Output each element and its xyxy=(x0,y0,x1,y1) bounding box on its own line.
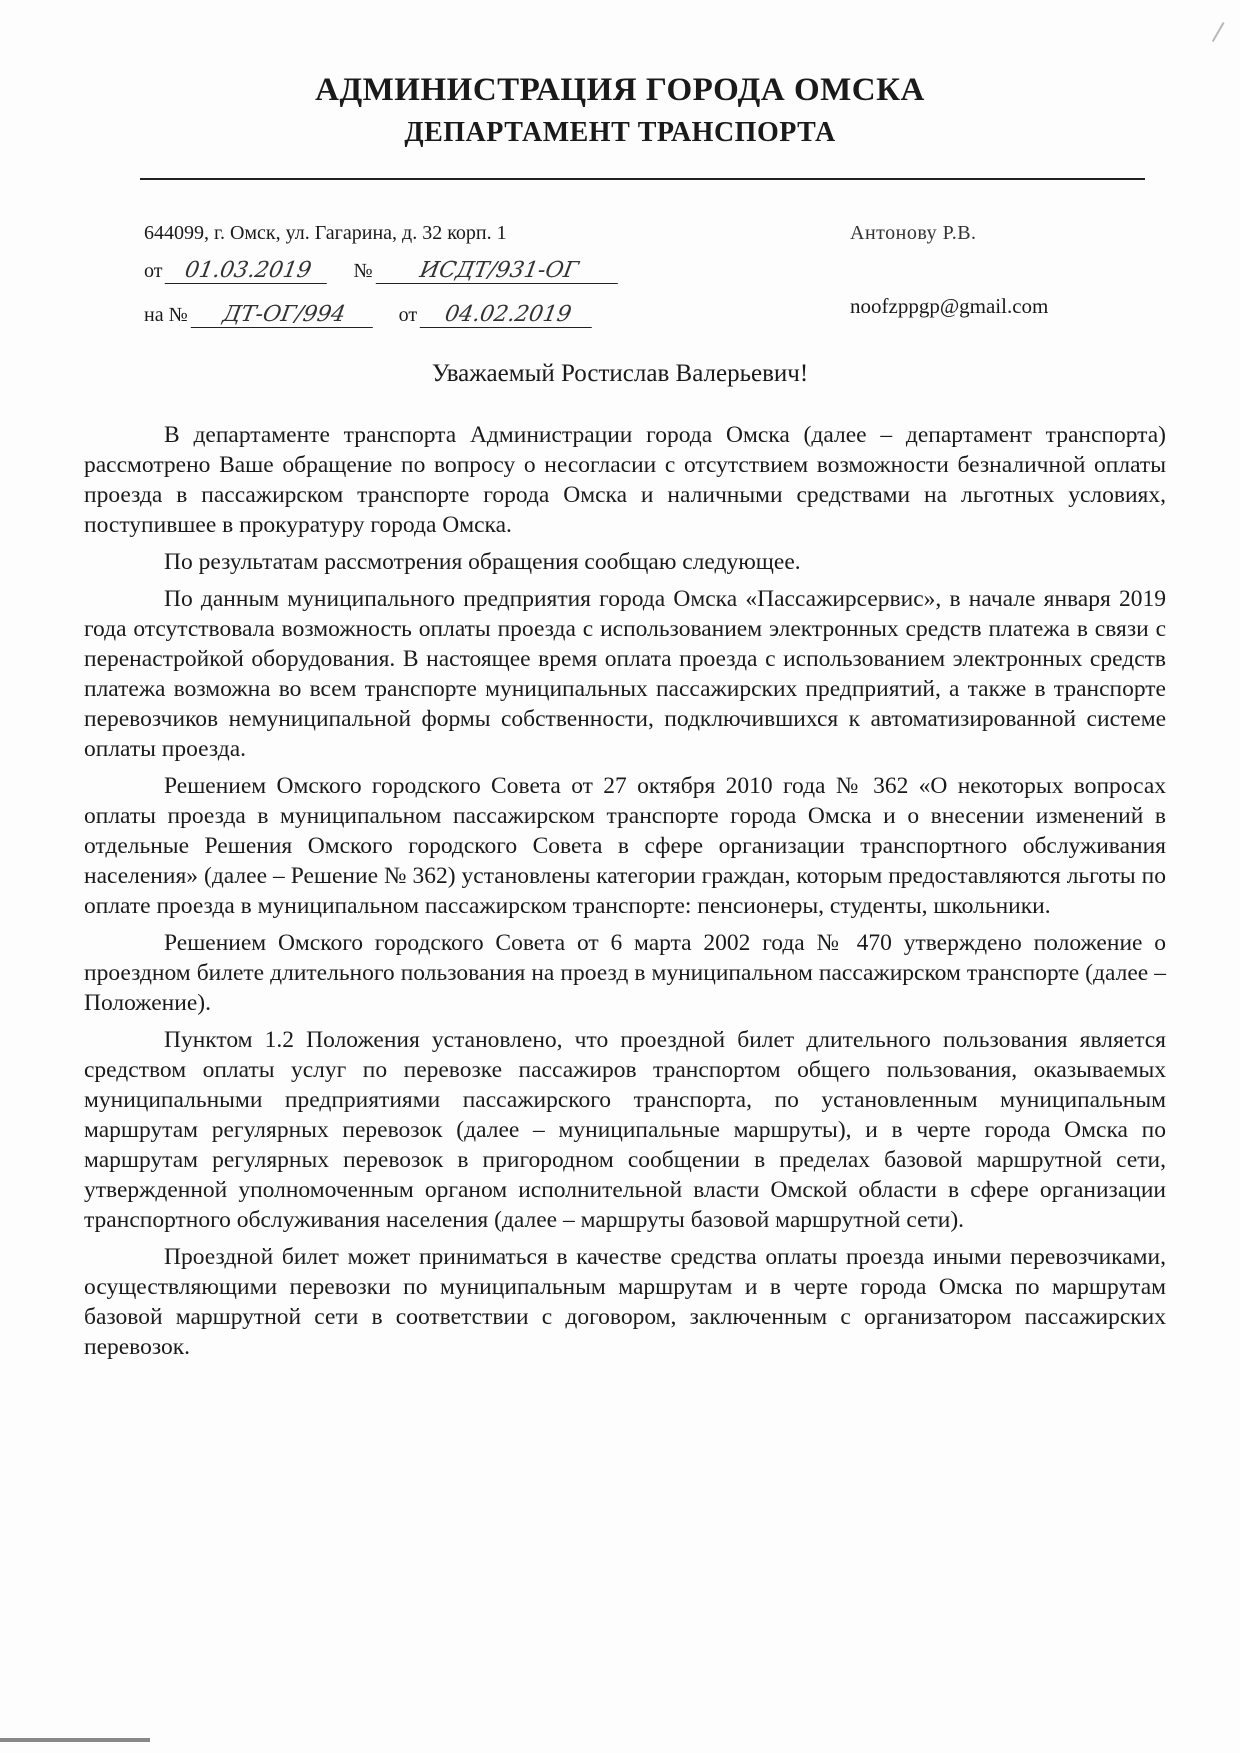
scan-edge-mark xyxy=(0,1738,150,1742)
outgoing-reference xyxy=(144,258,620,284)
recipient-email: noofzppgp@gmail.com xyxy=(850,294,1049,318)
letter-body xyxy=(84,420,1166,1369)
number-label: № xyxy=(353,260,373,282)
body-paragraph: По данным муниципального предприятия города Омска «Пассажирсервис», в начале января 2019 года отсутствовала возможность оплаты проезда с использованием электронных средств платежа в связи с перенастройкой оборудования. В настоящее время оплата проезда с использованием электронных средств платежа возможна во всем транспорте муниципальных пассажирских предприятий, а также в транспорте перевозчиков немуниципальной формы собственности, подключившихся к автоматизированной системе оплаты проезда. xyxy=(84,586,1166,762)
reply-from-label: от xyxy=(398,304,418,326)
body-paragraph: Решением Омского городского Совета от 6 марта 2002 года № 470 утверждено положение о проездном билете длительного пользования на проезд в муниципальном пассажирском транспорте (далее – Положение). xyxy=(84,930,1166,1016)
sender-address: 644099, г. Омск, ул. Гагарина, д. 32 корп. 1 xyxy=(144,222,507,244)
header-divider xyxy=(140,178,1145,180)
scan-mark xyxy=(1201,16,1224,42)
salutation: Уважаемый Ростислав Валерьевич! xyxy=(431,360,809,387)
body-paragraph: Решением Омского городского Совета от 27 октября 2010 года № 362 «О некоторых вопросах оплаты проезда в муниципальном пассажирском транспорте города Омска и о внесении изменений в отдельные Решения Омского городского Совета в сфере организации транспортного обслуживания населения» (далее – Решение № 362) установлены категории граждан, которым предоставляются льготы по оплате проезда в муниципальном пассажирском транспорте: пенсионеры, студенты, школьники. xyxy=(84,773,1166,919)
incoming-number: ДТ-ОГ/994 xyxy=(190,302,377,328)
body-paragraph: Проездной билет может приниматься в качестве средства оплаты проезда иными перевозчиками, осуществляющими перевозки по муниципальным маршрутам и в черте города Омска по маршрутам базовой маршрутной сети в соответствии с договором, заключенным с организатором пассажирских перевозок. xyxy=(84,1244,1166,1360)
organization-title: АДМИНИСТРАЦИЯ ГОРОДА ОМСКА xyxy=(315,72,925,108)
incoming-date: 04.02.2019 xyxy=(420,302,597,328)
department-title: ДЕПАРТАМЕНТ ТРАНСПОРТА xyxy=(404,117,836,148)
body-paragraph: В департаменте транспорта Администрации города Омска (далее – департамент транспорта) рассмотрено Ваше обращение по вопросу о несогласии с отсутствием возможности безналичной оплаты проезда в пассажирском транспорте города Омска и наличными средствами на льготных условиях, поступившее в прокуратуру города Омска. xyxy=(84,422,1166,538)
incoming-reference xyxy=(144,302,594,328)
body-paragraph: По результатам рассмотрения обращения сообщаю следующее. xyxy=(164,549,801,575)
from-label: от xyxy=(144,260,163,282)
reply-label: на № xyxy=(144,304,188,326)
recipient-name: Антонову Р.В. xyxy=(850,222,977,244)
body-paragraph: Пунктом 1.2 Положения установлено, что проездной билет длительного пользования является средством оплаты услуг по перевозке пассажиров транспортом общего пользования, оказываемых муниципальными предприятиями пассажирского транспорта, по установленным муниципальным маршрутам регулярных перевозок (далее – муниципальные маршруты), и в черте города Омска по маршрутам регулярных перевозок в пригородном сообщении в пределах базовой маршрутной сети, утвержденной уполномоченным органом исполнительной власти Омской области в сфере организации транспортного обслуживания населения (далее – маршруты базовой маршрутной сети). xyxy=(84,1027,1166,1233)
outgoing-number: ИСДТ/931-ОГ xyxy=(375,258,622,284)
outgoing-date: 01.03.2019 xyxy=(165,258,332,284)
